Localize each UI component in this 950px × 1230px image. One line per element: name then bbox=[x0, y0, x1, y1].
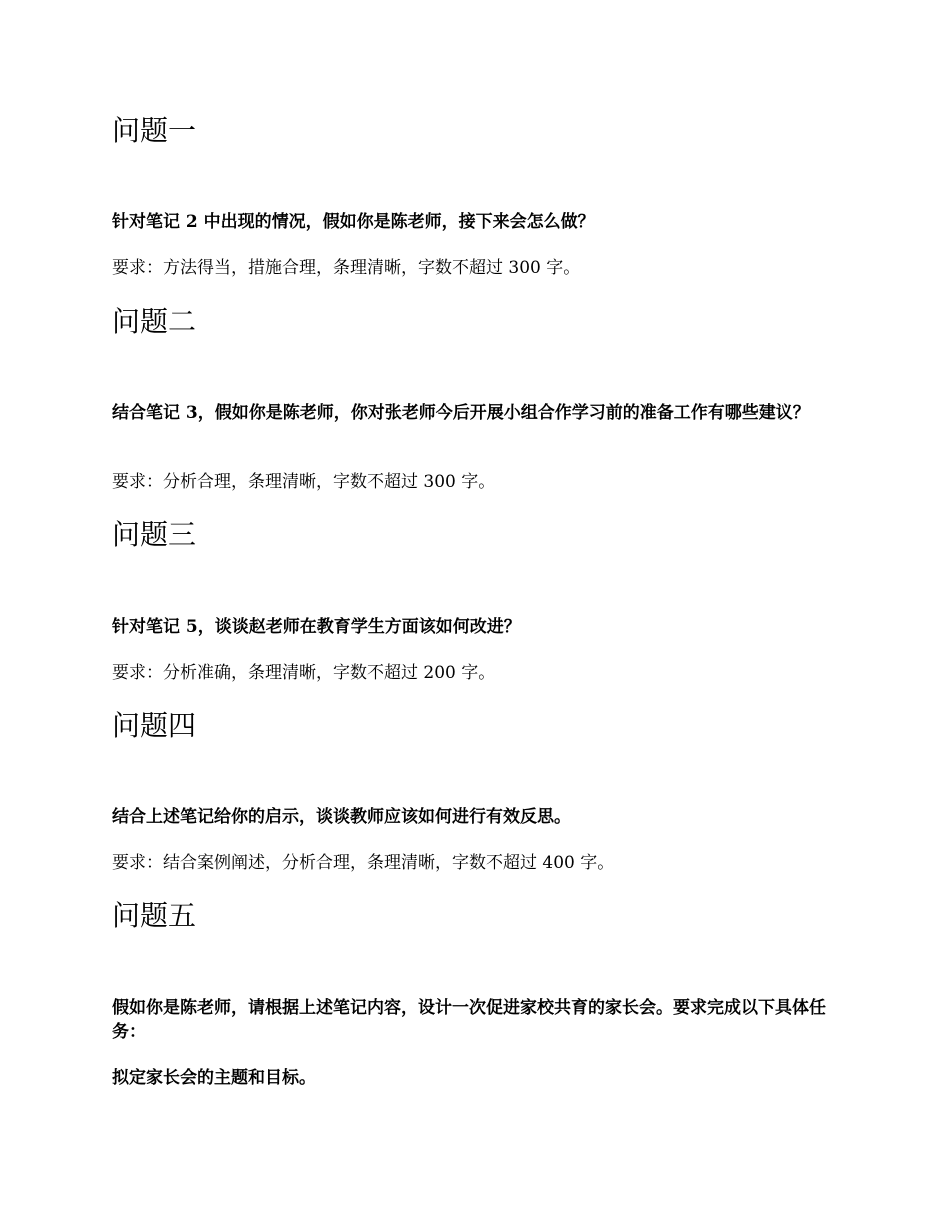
section-4-requirement: 要求：结合案例阐述，分析合理，条理清晰，字数不超过 400 字。 bbox=[112, 853, 615, 873]
section-5-question: 假如你是陈老师，请根据上述笔记内容，设计一次促进家校共育的家长会。要求完成以下具体任务： bbox=[112, 998, 826, 1042]
section-1-requirement: 要求：方法得当，措施合理，条理清晰，字数不超过 300 字。 bbox=[112, 258, 581, 278]
section-1-question: 针对笔记 2 中出现的情况，假如你是陈老师，接下来会怎么做？ bbox=[112, 212, 595, 232]
section-2-requirement: 要求：分析合理，条理清晰，字数不超过 300 字。 bbox=[112, 472, 496, 492]
section-5-task: 拟定家长会的主题和目标。 bbox=[112, 1068, 316, 1088]
section-2-heading: 问题二 bbox=[112, 305, 197, 338]
section-5-heading: 问题五 bbox=[112, 899, 197, 932]
section-3-heading: 问题三 bbox=[112, 518, 197, 551]
section-1-heading: 问题一 bbox=[112, 114, 197, 147]
section-4-heading: 问题四 bbox=[112, 709, 197, 742]
section-3-question: 针对笔记 5，谈谈赵老师在教育学生方面该如何改进？ bbox=[112, 617, 521, 637]
section-4-question: 结合上述笔记给你的启示，谈谈教师应该如何进行有效反思。 bbox=[112, 807, 571, 827]
section-3-requirement: 要求：分析准确，条理清晰，字数不超过 200 字。 bbox=[112, 663, 496, 683]
section-2-question: 结合笔记 3，假如你是陈老师，你对张老师今后开展小组合作学习前的准备工作有哪些建议？ bbox=[112, 403, 810, 423]
